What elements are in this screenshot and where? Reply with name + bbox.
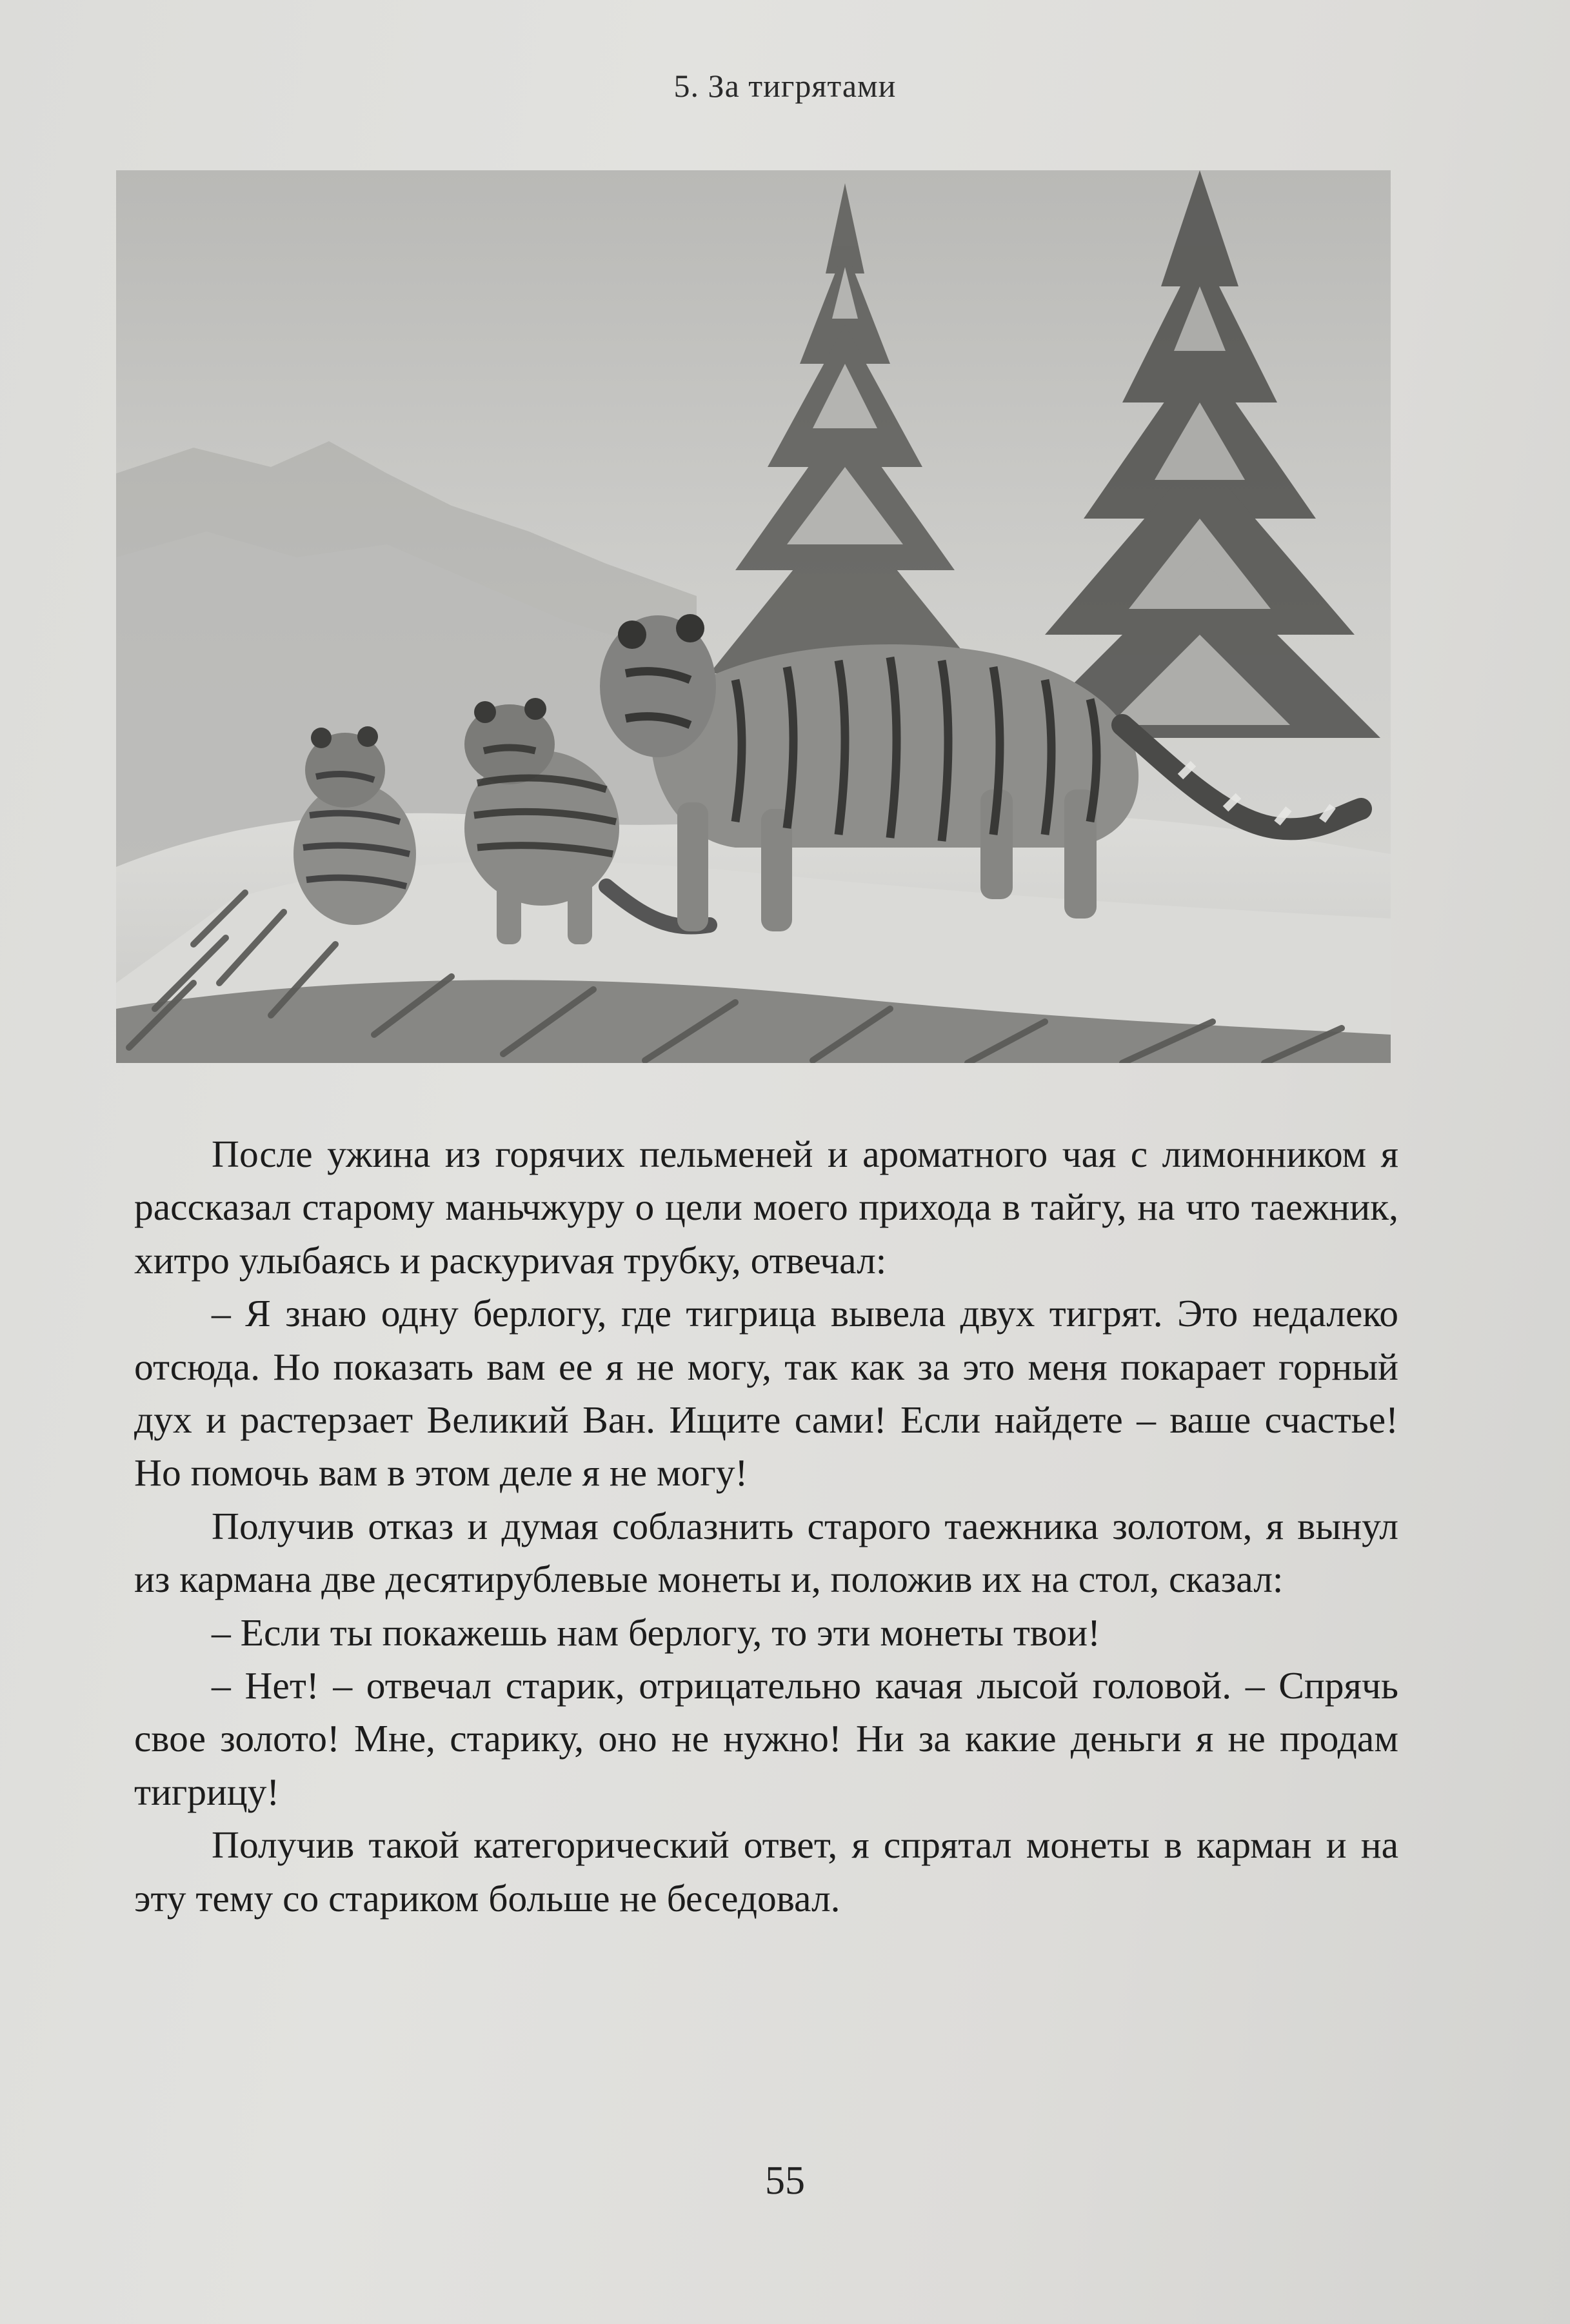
paragraph: – Я знаю одну берлогу, где тигрица вывела двух тигрят. Это недалеко отсюда. Но показать вам ее я не могу, так как за это меня покарает горный дух и растерзает Великий Ван. Ищите сами! Если найдете – ваше счастье! Но помочь вам в этом деле я не могу!	[134, 1292, 1398, 1495]
paragraph: После ужина из горячих пельменей и ароматного чая с лимонником я рассказал старому маньчжуру о цели моего прихода в тайгу, на что таежник, хитро улыбаясь и раскуриvая трубку, отвечал:	[134, 1133, 1398, 1282]
tiger-cubs-illustration	[116, 170, 1391, 1063]
paragraph: – Если ты покажешь нам берлогу, то эти монеты твои!	[212, 1611, 1100, 1654]
running-header: 5. За тигрятами	[673, 68, 897, 104]
page-number: 55	[765, 2159, 805, 2203]
body-text	[134, 1127, 1398, 1925]
paragraph: Получив такой категорический ответ, я спрятал монеты в карман и на эту тему со стариком больше не беседовал.	[134, 1823, 1398, 1920]
paragraph: Получив отказ и думая соблазнить старого таежника золотом, я вынул из кармана две десятирублевые монеты и, положив их на стол, сказал:	[134, 1504, 1398, 1601]
paragraph: – Нет! – отвечал старик, отрицательно качая лысой головой. – Спрячь свое золото! Мне, старику, оно не нужно! Ни за какие деньги я не продам тигрицу!	[134, 1664, 1398, 1813]
